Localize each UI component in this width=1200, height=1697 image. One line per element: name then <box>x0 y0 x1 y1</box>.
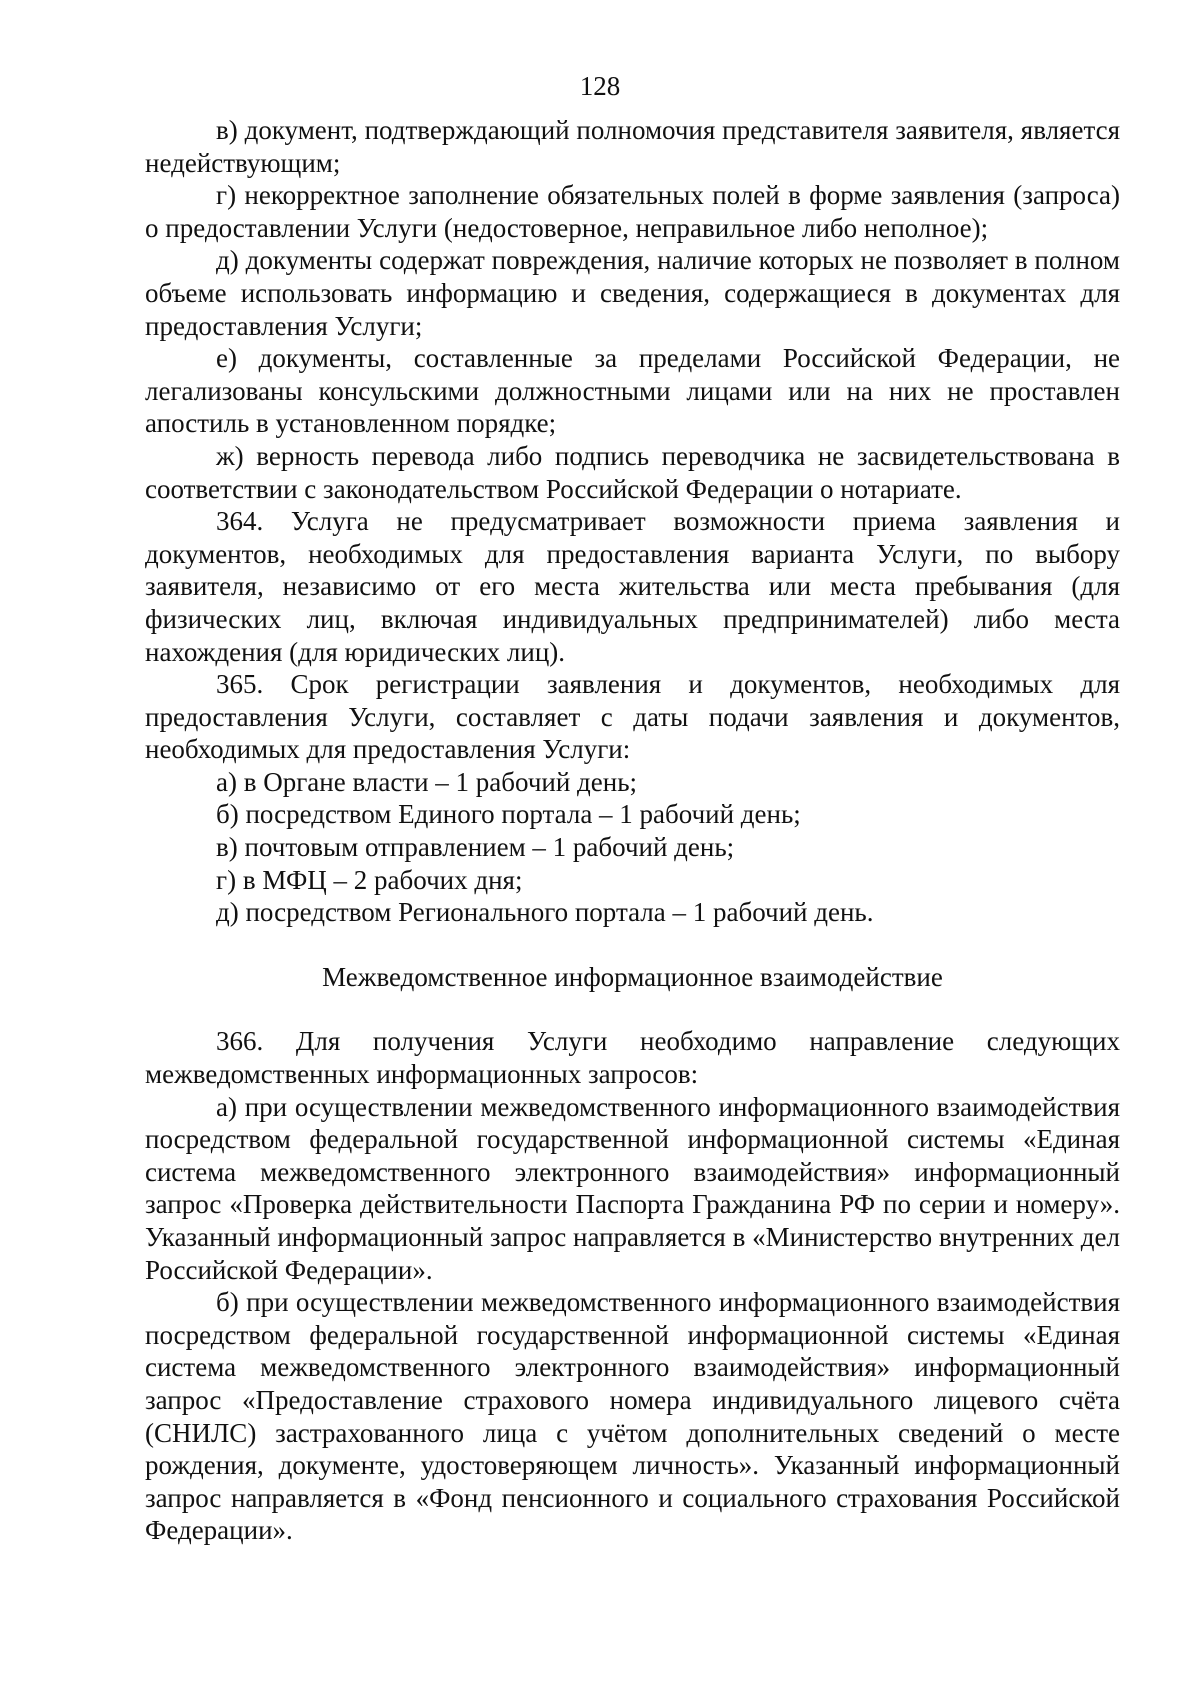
paragraph-366-b-snils: б) при осуществлении межведомственного информационного взаимодействия посредством федеральной государственной информационной системы «Единая система межведомственного электронного взаимодействия» информационный запрос «Предоставление страхового номера индивидуального лицевого счёта (СНИЛС) застрахованного лица с учётом дополнительных сведений о месте рождения, документе, удостоверяющем личность». Указанный информационный запрос направляется в «Фонд пенсионного и социального страхования Российской Федерации». <box>145 1287 1120 1546</box>
paragraph-e-foreign-documents: е) документы, составленные за пределами Российской Федерации, не легализованы консульскими должностными лицами или на них не проставлен апостиль в установленном порядке; <box>145 343 1120 439</box>
paragraph-365: 365. Срок регистрации заявления и документов, необходимых для предоставления Услуги, составляет с даты подачи заявления и документов, необходимых для предоставления Услуги: <box>145 669 1120 765</box>
section-heading: Межведомственное информационное взаимодействие <box>322 961 943 992</box>
paragraph-g-incorrect-fields: г) некорректное заполнение обязательных полей в форме заявления (запроса) о предоставлении Услуги (недостоверное, неправильное либо неполное); <box>145 180 1120 243</box>
list-item-regional-portal: д) посредством Регионального портала – 1 рабочий день. <box>216 897 874 928</box>
document-body <box>145 114 1120 1547</box>
paragraph-zh-translation: ж) верность перевода либо подпись переводчика не засвидетельствована в соответствии с законодательством Российской Федерации о нотариате. <box>145 440 1120 504</box>
page-number: 128 <box>579 71 621 101</box>
paragraph-366-a-passport: а) при осуществлении межведомственного информационного взаимодействия посредством федеральной государственной информационной системы «Единая система межведомственного электронного взаимодействия» информационный запрос «Проверка действительности Паспорта Гражданина РФ по серии и номеру». Указанный информационный запрос направляется в «Министерство внутренних дел Российской Федерации». <box>145 1091 1120 1285</box>
list-item-unified-portal: б) посредством Единого портала – 1 рабочий день; <box>216 799 801 830</box>
paragraph-v-representative: в) документ, подтверждающий полномочия представителя заявителя, является недействующим; <box>145 115 1120 178</box>
paragraph-364: 364. Услуга не предусматривает возможности приема заявления и документов, необходимых для предоставления варианта Услуги, по выбору заявителя, независимо от его места жительства или места пребывания (для физических лиц, включая индивидуальных предпринимателей) либо места нахождения (для юридических лиц). <box>145 506 1120 667</box>
list-item-organ-vlasti: а) в Органе власти – 1 рабочий день; <box>216 766 638 797</box>
list-item-postal: в) почтовым отправлением – 1 рабочий день; <box>216 832 735 863</box>
list-item-mfc: г) в МФЦ – 2 рабочих дня; <box>216 864 523 895</box>
paragraph-d-damaged-documents: д) документы содержат повреждения, наличие которых не позволяет в полном объеме использовать информацию и сведения, содержащиеся в документах для предоставления Услуги; <box>145 245 1120 341</box>
paragraph-366: 366. Для получения Услуги необходимо направление следующих межведомственных информационных запросов: <box>145 1026 1120 1090</box>
